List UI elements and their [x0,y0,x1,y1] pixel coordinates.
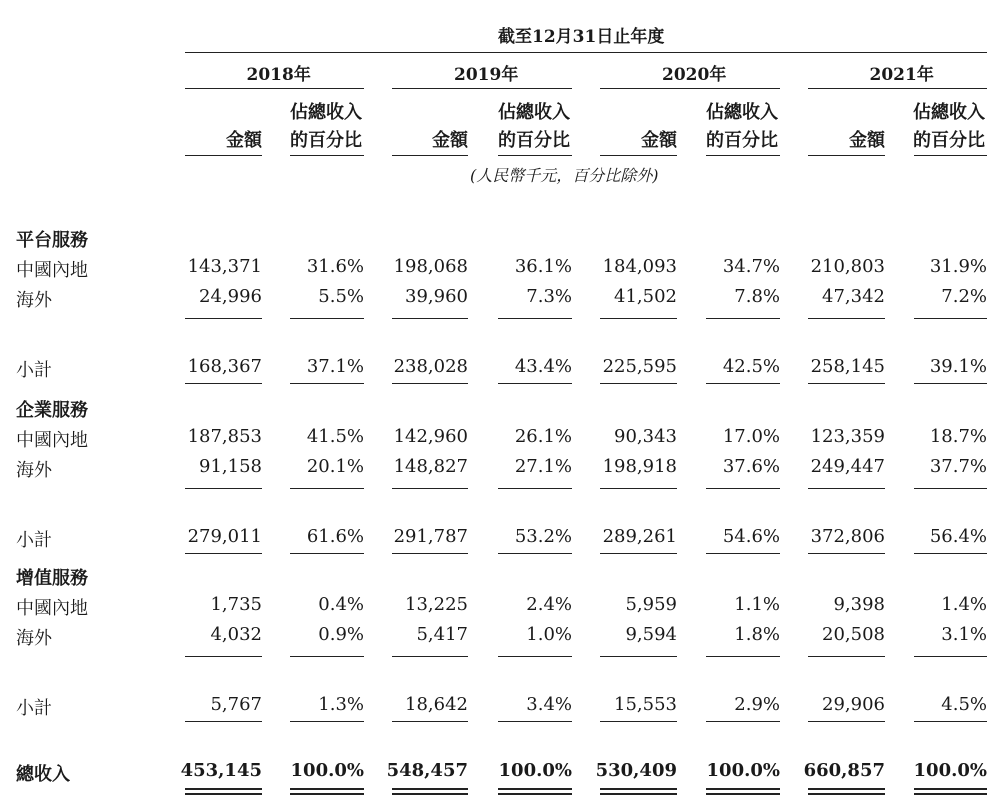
col-rule [185,155,262,156]
cell-value: 2.4% [526,594,572,615]
subtotal-rule [185,318,262,319]
subtotal-rule [600,656,677,657]
cell-value: 24,996 [199,286,262,307]
total-double-rule [498,788,572,795]
year-header: 2019年 [454,65,519,85]
subtotal-underline [290,553,364,554]
cell-value: 142,960 [393,426,468,447]
subtotal-value: 37.1% [306,356,364,377]
subtotal-value: 291,787 [393,526,468,547]
total-value: 100.0% [913,760,987,781]
cell-value: 7.2% [941,286,987,307]
cell-value: 27.1% [514,456,572,477]
total-value: 100.0% [290,760,364,781]
subtotal-label: 小計 [16,698,52,719]
section-title: 企業服務 [16,400,88,421]
subtotal-value: 225,595 [602,356,677,377]
subtotal-value: 372,806 [810,526,885,547]
subtotal-rule [290,488,364,489]
pct-header: 的百分比 [290,130,362,151]
col-rule [392,155,468,156]
cell-value: 123,359 [810,426,885,447]
subtotal-rule [600,488,677,489]
subtotal-label: 小計 [16,360,52,381]
total-value: 100.0% [498,760,572,781]
subtotal-underline [706,383,780,384]
subtotal-value: 61.6% [306,526,364,547]
cell-value: 90,343 [614,426,677,447]
subtotal-underline [808,553,885,554]
pct-header: 佔總收入 [913,102,985,123]
cell-value: 37.7% [929,456,987,477]
subtotal-value: 258,145 [810,356,885,377]
subtotal-value: 5,767 [210,694,262,715]
subtotal-value: 4.5% [941,694,987,715]
subtotal-value: 3.4% [526,694,572,715]
cell-value: 41.5% [306,426,364,447]
cell-value: 39,960 [405,286,468,307]
subtotal-rule [392,488,468,489]
subtotal-value: 53.2% [514,526,572,547]
subtotal-rule [914,488,987,489]
subtotal-underline [185,383,262,384]
subtotal-rule [808,318,885,319]
total-value: 530,409 [595,760,677,781]
subtotal-value: 18,642 [405,694,468,715]
cell-value: 1,735 [210,594,262,615]
pct-header: 佔總收入 [498,102,570,123]
cell-value: 187,853 [187,426,262,447]
cell-value: 5.5% [318,286,364,307]
subtotal-rule [914,318,987,319]
cell-value: 198,068 [393,256,468,277]
total-value: 453,145 [180,760,262,781]
subtotal-underline [706,721,780,722]
section-title: 平台服務 [16,230,88,251]
cell-value: 20.1% [306,456,364,477]
subtotal-underline [498,721,572,722]
total-value: 100.0% [706,760,780,781]
cell-value: 9,594 [625,624,677,645]
subtotal-value: 1.3% [318,694,364,715]
subtotal-rule [706,318,780,319]
cell-value: 7.8% [734,286,780,307]
cell-value: 3.1% [941,624,987,645]
row-label: 中國內地 [16,430,88,451]
subtotal-rule [290,318,364,319]
total-value: 548,457 [386,760,468,781]
subtotal-rule [185,656,262,657]
cell-value: 13,225 [405,594,468,615]
total-double-rule [600,788,677,795]
cell-value: 4,032 [210,624,262,645]
cell-value: 143,371 [187,256,262,277]
amount-header: 金額 [641,130,677,151]
row-label: 海外 [16,628,52,649]
cell-value: 1.0% [526,624,572,645]
subtotal-underline [706,553,780,554]
unit-note: (人民幣千元，百分比除外) [470,166,659,185]
cell-value: 7.3% [526,286,572,307]
cell-value: 1.1% [734,594,780,615]
cell-value: 26.1% [514,426,572,447]
cell-value: 210,803 [810,256,885,277]
subtotal-underline [392,721,468,722]
cell-value: 91,158 [199,456,262,477]
subtotal-rule [706,488,780,489]
subtotal-underline [290,383,364,384]
pct-header: 的百分比 [498,130,570,151]
subtotal-value: 54.6% [722,526,780,547]
cell-value: 31.9% [929,256,987,277]
cell-value: 17.0% [722,426,780,447]
subtotal-underline [808,721,885,722]
subtotal-rule [498,656,572,657]
subtotal-underline [392,383,468,384]
subtotal-value: 56.4% [929,526,987,547]
col-rule [706,155,780,156]
cell-value: 37.6% [722,456,780,477]
subtotal-value: 43.4% [514,356,572,377]
pct-header: 佔總收入 [290,102,362,123]
year-header: 2020年 [662,65,727,85]
col-rule [290,155,364,156]
cell-value: 249,447 [810,456,885,477]
subtotal-value: 2.9% [734,694,780,715]
col-rule [914,155,987,156]
cell-value: 31.6% [306,256,364,277]
subtotal-value: 279,011 [187,526,262,547]
pct-header: 的百分比 [706,130,778,151]
col-rule [808,155,885,156]
year-header: 2021年 [869,65,934,85]
amount-header: 金額 [849,130,885,151]
subtotal-underline [498,553,572,554]
cell-value: 1.8% [734,624,780,645]
pct-header: 佔總收入 [706,102,778,123]
year-rule [392,88,572,89]
cell-value: 18.7% [929,426,987,447]
total-label: 總收入 [16,764,70,785]
subtotal-rule [498,318,572,319]
cell-value: 184,093 [602,256,677,277]
amount-header: 金額 [226,130,262,151]
subtotal-underline [914,721,987,722]
subtotal-value: 42.5% [722,356,780,377]
year-rule [185,88,364,89]
total-double-rule [914,788,987,795]
subtotal-underline [600,721,677,722]
subtotal-underline [185,553,262,554]
subtotal-underline [498,383,572,384]
total-double-rule [392,788,468,795]
total-double-rule [706,788,780,795]
row-label: 中國內地 [16,260,88,281]
subtotal-rule [808,488,885,489]
subtotal-rule [392,656,468,657]
cell-value: 1.4% [941,594,987,615]
subtotal-rule [498,488,572,489]
year-rule [600,88,780,89]
cell-value: 20,508 [822,624,885,645]
subtotal-value: 15,553 [614,694,677,715]
cell-value: 0.9% [318,624,364,645]
subtotal-underline [290,721,364,722]
subtotal-underline [392,553,468,554]
cell-value: 5,417 [416,624,468,645]
subtotal-underline [600,383,677,384]
cell-value: 148,827 [393,456,468,477]
row-label: 中國內地 [16,598,88,619]
total-value: 660,857 [803,760,885,781]
row-label: 海外 [16,290,52,311]
year-header: 2018年 [246,65,311,85]
subtotal-value: 29,906 [822,694,885,715]
row-label: 海外 [16,460,52,481]
cell-value: 36.1% [514,256,572,277]
subtotal-value: 168,367 [187,356,262,377]
subtotal-underline [914,383,987,384]
subtotal-underline [808,383,885,384]
subtotal-label: 小計 [16,530,52,551]
cell-value: 198,918 [602,456,677,477]
subtotal-value: 39.1% [929,356,987,377]
subtotal-value: 289,261 [602,526,677,547]
cell-value: 41,502 [614,286,677,307]
cell-value: 9,398 [833,594,885,615]
total-double-rule [290,788,364,795]
pct-header: 的百分比 [913,130,985,151]
cell-value: 34.7% [722,256,780,277]
year-rule [808,88,987,89]
subtotal-underline [600,553,677,554]
period-header: 截至12月31日止年度 [498,27,665,47]
subtotal-value: 238,028 [393,356,468,377]
subtotal-rule [914,656,987,657]
subtotal-rule [392,318,468,319]
subtotal-rule [290,656,364,657]
period-rule [185,52,987,53]
subtotal-underline [914,553,987,554]
cell-value: 5,959 [625,594,677,615]
subtotal-underline [185,721,262,722]
col-rule [600,155,677,156]
subtotal-rule [600,318,677,319]
cell-value: 47,342 [822,286,885,307]
subtotal-rule [706,656,780,657]
section-title: 增值服務 [16,568,88,589]
subtotal-rule [185,488,262,489]
cell-value: 0.4% [318,594,364,615]
amount-header: 金額 [432,130,468,151]
subtotal-rule [808,656,885,657]
total-double-rule [808,788,885,795]
col-rule [498,155,572,156]
total-double-rule [185,788,262,795]
